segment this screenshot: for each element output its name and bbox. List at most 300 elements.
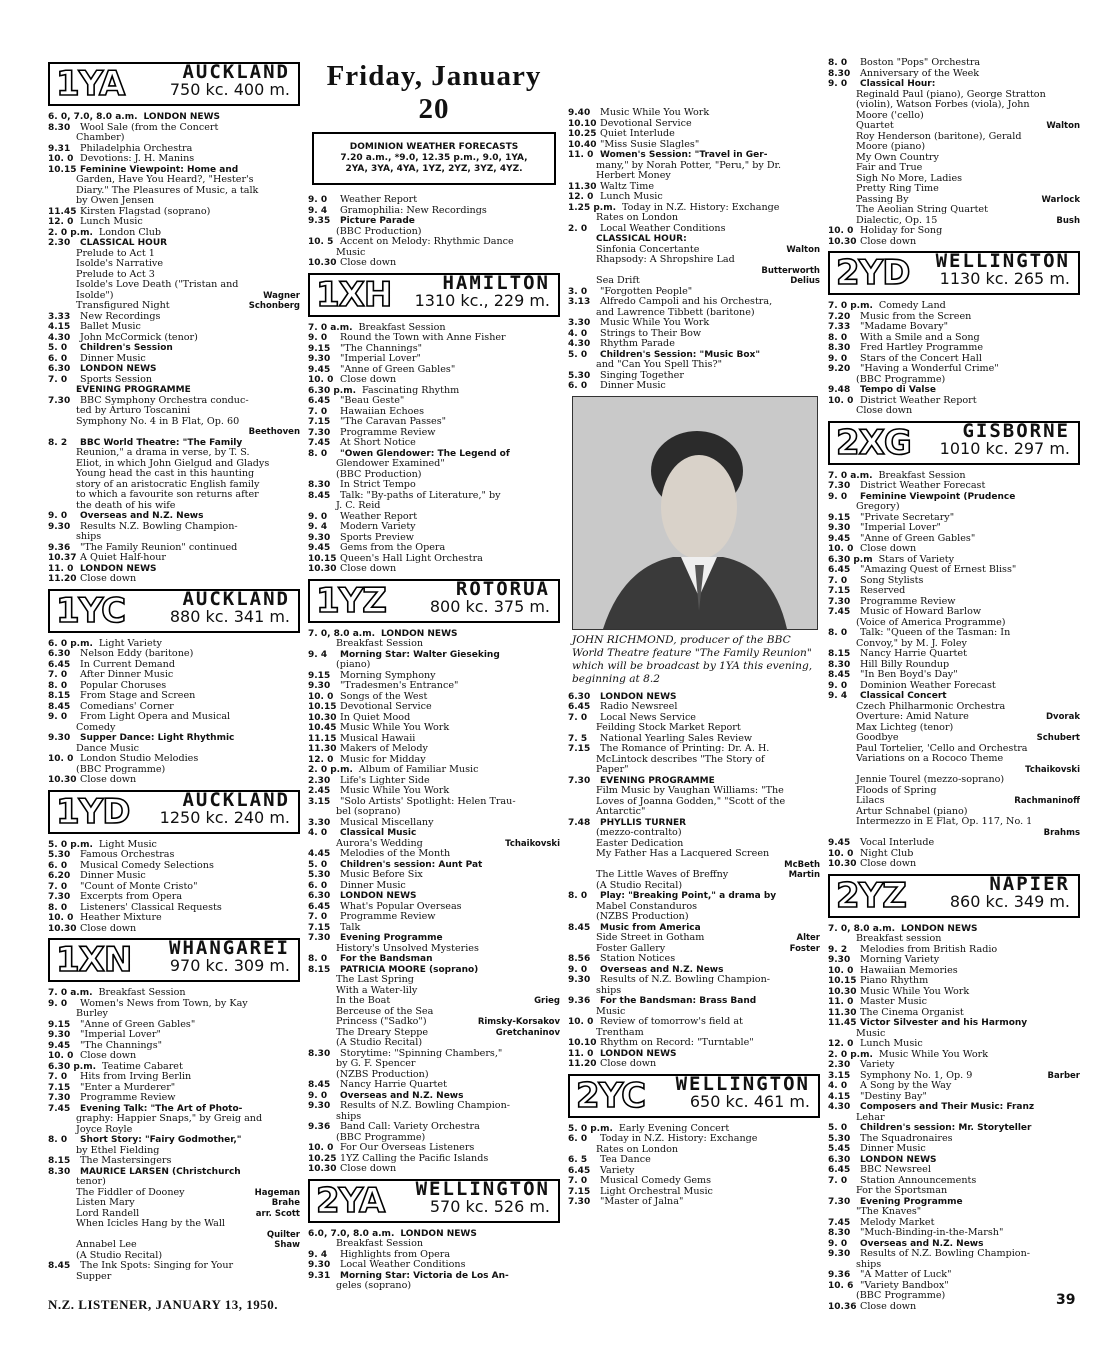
time: 7.30	[568, 1197, 591, 1207]
composer: Gretchaninov	[495, 1027, 560, 1038]
schedule-line	[48, 649, 300, 660]
program-title: Max Lichteg (tenor)	[856, 722, 954, 733]
program-title: Programme Review	[340, 912, 436, 922]
program-title: Music While You Work	[340, 786, 450, 796]
program-title: With a Water-lily	[336, 985, 418, 996]
schedule-line	[48, 133, 300, 144]
program-title: Master Music	[860, 997, 928, 1007]
time: 6.30	[48, 364, 71, 374]
schedule-line	[48, 438, 300, 449]
time: 5. 0	[48, 343, 68, 353]
station-schedule	[308, 1229, 560, 1292]
time: 7.30	[48, 1093, 71, 1103]
schedule-line	[48, 999, 300, 1010]
time: 7. 0	[48, 881, 68, 892]
program-title: Nancy Harrie Quartet	[860, 649, 967, 659]
schedule-line	[308, 860, 560, 871]
program-title: Highlights from Opera	[340, 1249, 451, 1260]
time: 6.45	[308, 901, 331, 912]
time: 8.30	[308, 480, 331, 490]
program-title: Morning Variety	[860, 955, 940, 965]
time: 12. 0	[308, 754, 334, 765]
column-3	[568, 58, 820, 1208]
composer: arr. Scott	[255, 1208, 300, 1219]
schedule-line	[48, 1188, 300, 1199]
program-title: Music While You Work	[600, 108, 710, 118]
program-title: EVENING PROGRAMME	[76, 385, 191, 395]
program-title: 1YZ Calling the Pacific Islands	[340, 1153, 489, 1164]
schedule-line	[308, 501, 560, 512]
program-title: Results of N.Z. Bowling Champion-	[860, 1249, 1030, 1259]
schedule-line	[48, 691, 300, 702]
program-title: graphy: Happier Snaps," by Greig and	[76, 1114, 263, 1124]
schedule-line	[568, 1038, 820, 1049]
program-title: Rates on London	[596, 213, 679, 223]
program-title: Gems from the Opera	[340, 543, 446, 553]
schedule-line	[828, 343, 1080, 354]
program-title: Evening Programme	[340, 933, 443, 943]
program-title: Herbert Money	[596, 171, 671, 181]
schedule-line	[828, 184, 1080, 195]
schedule-line	[48, 1135, 300, 1146]
schedule-line	[568, 734, 820, 745]
schedule-line	[828, 174, 1080, 185]
schedule-line	[48, 775, 300, 786]
station-schedule	[828, 471, 1080, 870]
schedule-line	[568, 1145, 820, 1156]
schedule-line	[568, 318, 820, 329]
program-title: From Light Opera and Musical	[80, 712, 231, 722]
schedule-line	[568, 1155, 820, 1166]
program-title: Artur Schnabel (piano)	[856, 806, 968, 817]
schedule-line	[828, 639, 1080, 650]
time: 7. 5	[568, 733, 588, 744]
time: 8.30	[308, 1048, 331, 1059]
program-title: "The Family Reunion" continued	[80, 542, 238, 553]
time: 4.30	[568, 339, 591, 349]
program-title: "The Channings"	[340, 343, 423, 354]
schedule-line	[568, 266, 820, 277]
schedule-line	[828, 945, 1080, 956]
schedule-line	[568, 360, 820, 371]
program-title: by Owen Jensen	[76, 196, 155, 206]
schedule-line	[828, 1155, 1080, 1166]
schedule-line	[48, 165, 300, 176]
schedule-line	[828, 1123, 1080, 1134]
program-title: Sports Session	[80, 374, 153, 385]
weather-line-2: 2YA, 3YA, 4YA, 1YZ, 2YZ, 3YZ, 4YZ.	[345, 164, 523, 174]
schedule-line	[828, 1260, 1080, 1271]
schedule-line	[568, 1134, 820, 1145]
program-title: "Having a Wonderful Crime"	[860, 364, 999, 374]
time: 9. 0	[48, 712, 68, 722]
program-title: Talk	[340, 922, 361, 933]
time: 7. 0	[568, 1176, 588, 1186]
time: 2. 0 p.m.	[308, 765, 353, 775]
time: 9.15	[308, 670, 331, 681]
schedule-line	[48, 312, 300, 323]
time: 9. 0	[828, 79, 848, 89]
composer: McBeth	[784, 859, 820, 870]
schedule-line	[48, 543, 300, 554]
station-header	[308, 273, 560, 317]
schedule-line	[828, 997, 1080, 1008]
time: 2. 0 p.m.	[828, 1049, 873, 1060]
schedule-line	[48, 850, 300, 861]
time: 6.30 p.m	[828, 554, 873, 565]
program-title: Boston "Pops" Orchestra	[860, 58, 981, 68]
program-title: New Recordings	[80, 311, 161, 322]
time: 9. 0	[828, 491, 848, 502]
time: 7.48	[568, 817, 591, 828]
time: 6.30	[308, 891, 331, 901]
composer: Dvorak	[1045, 712, 1080, 722]
composer: Foster	[789, 943, 820, 954]
time: 6.45	[568, 1165, 591, 1176]
time: 8.30	[828, 659, 851, 670]
program-title: Eliot, in which John Gielgud and Gladys	[76, 458, 270, 469]
schedule-line	[308, 902, 560, 913]
schedule-line	[308, 533, 560, 544]
program-title: PHYLLIS TURNER	[600, 817, 687, 828]
time: 10.15	[828, 976, 857, 986]
program-title: Musical Comedy Gems	[600, 1176, 712, 1186]
program-title: PATRICIA MOORE (soprano)	[340, 964, 479, 975]
schedule-line	[828, 586, 1080, 597]
time: 5. 0	[308, 859, 328, 870]
time: 3.15	[308, 796, 331, 807]
time: 6. 0	[568, 381, 588, 391]
time: 7. 0 a.m.	[308, 322, 353, 333]
station-callsign: 2YD	[836, 253, 910, 293]
schedule-line	[48, 1125, 300, 1136]
schedule-line	[308, 639, 560, 650]
schedule-line	[48, 1209, 300, 1220]
time: 6. 0	[48, 860, 68, 871]
time: 5. 0	[568, 349, 588, 360]
schedule-line	[568, 891, 820, 902]
schedule-line	[308, 692, 560, 703]
schedule-line	[828, 132, 1080, 143]
schedule-line	[308, 1164, 560, 1175]
time: 2. 0 p.m.	[48, 227, 93, 238]
schedule-line	[828, 1249, 1080, 1260]
time: 10. 0	[308, 375, 334, 385]
program-title: (piano)	[336, 660, 371, 670]
schedule-line	[828, 987, 1080, 998]
program-title: (NZBS Production)	[596, 912, 689, 922]
schedule-line	[48, 861, 300, 872]
schedule-line	[308, 650, 560, 661]
program-title: Close down	[860, 859, 917, 869]
program-title: Overseas and N.Z. News	[860, 1238, 984, 1249]
schedule-line	[48, 406, 300, 417]
program-title: LONDON NEWS	[600, 691, 677, 702]
program-title: Reginald Paul (piano), George Stratton	[856, 89, 1046, 100]
station-frequency: 750 kc. 400 m.	[169, 80, 290, 99]
program-title: LONDON NEWS	[381, 628, 458, 639]
program-title: EVENING PROGRAMME	[600, 775, 715, 786]
time: 8.30	[828, 343, 851, 353]
program-title: Holiday for Song	[860, 226, 943, 236]
program-title: Review of tomorrow's field at	[600, 1017, 743, 1027]
schedule-line	[308, 1112, 560, 1123]
time: 9.30	[308, 532, 331, 543]
time: 4. 0	[308, 828, 328, 838]
program-title: "Variety Bandbox"	[860, 1280, 949, 1291]
schedule-line	[828, 1081, 1080, 1092]
schedule-line	[48, 469, 300, 480]
schedule-line	[48, 480, 300, 491]
time: 2.30	[828, 1060, 851, 1070]
program-title: Variety	[600, 1165, 635, 1176]
schedule-line	[308, 237, 560, 248]
time: 9.35	[308, 216, 331, 226]
program-title: "Anne of Green Gables"	[80, 1019, 196, 1030]
schedule-line	[308, 449, 560, 460]
station-frequency: 970 kc. 309 m.	[169, 956, 290, 975]
program-title: Overseas and N.Z. News	[80, 511, 204, 521]
schedule-line	[828, 1144, 1080, 1155]
schedule-line	[828, 1092, 1080, 1103]
schedule-line	[48, 354, 300, 365]
time: 12. 0	[568, 192, 594, 202]
composer: Barber	[1047, 1070, 1080, 1081]
time: 9.31	[48, 143, 71, 154]
program-title: Close down	[340, 564, 397, 574]
program-title: Women's Session: "Travel in Ger-	[600, 150, 768, 160]
program-title: Aurora's Wedding	[336, 838, 423, 849]
program-title: Garden, Have You Heard?, "Hester's	[76, 175, 254, 185]
program-title: Programme Review	[340, 427, 436, 438]
program-title: Night Club	[860, 848, 914, 859]
schedule-line	[48, 375, 300, 386]
schedule-line	[828, 1218, 1080, 1229]
schedule-line	[828, 121, 1080, 132]
time: 9. 0	[308, 195, 328, 205]
schedule-line	[828, 702, 1080, 713]
schedule-line	[568, 776, 820, 787]
time: 10.37	[48, 553, 77, 563]
time: 11.20	[568, 1059, 597, 1069]
station-header	[308, 579, 560, 623]
schedule-line	[48, 501, 300, 512]
time: 7.30	[308, 933, 331, 943]
program-title: Joyce Royle	[76, 1124, 133, 1135]
program-title: Evening Programme	[860, 1196, 963, 1207]
schedule-line	[828, 1186, 1080, 1197]
program-title: Lilacs	[856, 796, 885, 806]
schedule-line	[308, 470, 560, 481]
program-title: The Dreary Steppe	[336, 1027, 429, 1038]
program-title: Music of Howard Barlow	[860, 607, 982, 617]
schedule-line	[308, 522, 560, 533]
schedule-line	[828, 69, 1080, 80]
program-title: Sea Drift	[596, 276, 640, 286]
schedule-line	[828, 1302, 1080, 1313]
program-title: and "Can You Spell This?"	[596, 360, 722, 370]
program-title: Close down	[600, 1059, 657, 1069]
column-4	[828, 58, 1080, 1312]
schedule-line	[568, 381, 820, 392]
program-title: geles (soprano)	[336, 1281, 412, 1291]
program-title: Overseas and N.Z. News	[600, 964, 724, 975]
schedule-line	[48, 207, 300, 218]
time: 8.56	[568, 954, 591, 964]
schedule-line	[308, 1007, 560, 1018]
schedule-line	[828, 618, 1080, 629]
schedule-line	[308, 386, 560, 397]
time: 10.30	[828, 859, 857, 869]
schedule-line	[308, 375, 560, 386]
schedule-line	[48, 1167, 300, 1178]
schedule-line	[568, 912, 820, 923]
time: 11. 0	[568, 1048, 594, 1059]
program-title: Symphony No. 1, Op. 9	[860, 1070, 973, 1081]
schedule-line	[568, 765, 820, 776]
col3-schedule-top	[568, 58, 820, 392]
program-title: Mabel Constanduros	[596, 901, 698, 912]
schedule-line	[48, 396, 300, 407]
schedule-line	[308, 407, 560, 418]
program-title: BBC Newsreel	[860, 1165, 931, 1175]
program-title: Music	[596, 1006, 626, 1017]
composer: Shaw	[274, 1240, 300, 1250]
schedule-line	[828, 934, 1080, 945]
program-title: Supper Dance: Light Rhythmic	[80, 733, 235, 743]
time: 8.30	[48, 1166, 71, 1177]
schedule-line	[828, 660, 1080, 671]
time: 11. 0	[568, 150, 594, 160]
station-header	[568, 1074, 820, 1118]
program-title: Melodies from British Radio	[860, 944, 998, 955]
program-title: A Quiet Half-hour	[80, 553, 166, 563]
schedule-line	[828, 142, 1080, 153]
program-title: CLASSICAL HOUR:	[596, 234, 687, 244]
schedule-line	[308, 744, 560, 755]
time: 7. 0	[48, 1072, 68, 1082]
time: 4.15	[48, 322, 71, 332]
composer: Walton	[786, 244, 820, 255]
program-title: Close down	[856, 406, 913, 416]
schedule-line	[568, 944, 820, 955]
program-title: Floods of Spring	[856, 785, 937, 796]
time: 7.30	[308, 427, 331, 438]
schedule-line	[828, 354, 1080, 365]
schedule-line	[568, 828, 820, 839]
schedule-line	[568, 129, 820, 140]
program-title: Local Weather Conditions	[340, 1260, 466, 1270]
composer: Schonberg	[248, 301, 300, 311]
time: 9. 0	[48, 511, 68, 521]
schedule-line	[48, 1041, 300, 1052]
schedule-line	[308, 1133, 560, 1144]
time: 7. 0	[308, 406, 328, 417]
program-title: Reserved	[860, 586, 906, 596]
program-title: Reunion," a drama in verse, by T. S.	[76, 448, 250, 458]
time: 3.15	[828, 1070, 851, 1081]
station-callsign: 2YA	[316, 1180, 385, 1221]
schedule-line	[568, 902, 820, 913]
program-title: Weather Report	[340, 511, 418, 522]
schedule-line	[48, 1261, 300, 1272]
program-title: Stars of Variety	[878, 554, 955, 565]
time: 8. 0	[568, 891, 588, 901]
program-title: Pretty Ring Time	[856, 184, 939, 194]
schedule-line	[828, 796, 1080, 807]
schedule-line	[308, 986, 560, 997]
schedule-line	[308, 365, 560, 376]
program-title: Antarctic"	[596, 807, 646, 817]
schedule-line	[308, 1122, 560, 1133]
program-title: LONDON NEWS	[860, 1154, 937, 1165]
schedule-line	[828, 628, 1080, 639]
program-title: The Cinema Organist	[860, 1007, 964, 1018]
program-title: ships	[596, 985, 622, 996]
time: 9. 4	[308, 522, 328, 532]
program-title: Breakfast Session	[98, 988, 186, 998]
program-title: National Yearling Sales Review	[600, 733, 753, 744]
station-frequency: 1310 kc., 229 m.	[414, 290, 550, 310]
program-title: Lunch Music	[860, 1039, 923, 1049]
program-title: Morning Star: Victoria de Los An-	[340, 1270, 509, 1281]
time: 9.31	[308, 1270, 331, 1281]
schedule-line	[828, 1008, 1080, 1019]
program-title: Quiet Interlude	[600, 129, 675, 139]
time: 5. 0 p.m.	[568, 1123, 613, 1134]
schedule-line	[308, 428, 560, 439]
program-title: "Owen Glendower: The Legend of	[340, 448, 510, 459]
program-title: Close down	[80, 775, 137, 785]
time: 9.30	[308, 354, 331, 364]
program-title: (BBC Production)	[336, 226, 422, 237]
time: 10.15	[48, 164, 77, 175]
schedule-line	[48, 123, 300, 134]
program-title: McLintock describes "The Story of	[596, 754, 765, 765]
schedule-line	[48, 553, 300, 564]
time: 6. 0, 7.0, 8.0 a.m.	[48, 112, 138, 122]
time: 9. 0	[48, 998, 68, 1009]
time: 8. 0	[828, 332, 848, 343]
program-title: Popular Choruses	[80, 680, 167, 691]
program-title: Sigh No More, Ladies	[856, 173, 963, 184]
schedule-line	[48, 1083, 300, 1094]
station-city: HAMILTON	[442, 271, 550, 294]
schedule-line	[568, 371, 820, 382]
col3-schedule-mid	[568, 692, 820, 1070]
schedule-line	[308, 206, 560, 217]
schedule-line	[308, 828, 560, 839]
composer: Beethoven	[248, 427, 300, 437]
time: 9.30	[828, 1249, 851, 1259]
composer: Tchaikovski	[1025, 764, 1080, 775]
schedule-line	[568, 702, 820, 713]
program-title: Close down	[80, 574, 137, 584]
composer: Alter	[796, 933, 820, 943]
schedule-line	[828, 681, 1080, 692]
time: 5. 0 p.m.	[48, 839, 93, 850]
composer: Quilter	[266, 1229, 300, 1240]
schedule-line	[48, 840, 300, 851]
program-title: "Madame Bovary"	[860, 322, 949, 332]
time: 6. 0	[568, 1134, 588, 1144]
program-title: Heather Mixture	[80, 913, 162, 923]
program-title: LONDON NEWS	[901, 923, 978, 934]
time: 9. 4	[308, 205, 328, 216]
program-title: Short Story: "Fairy Godmother,"	[80, 1135, 242, 1145]
program-title: Waltz Time	[600, 181, 655, 192]
schedule-line	[308, 480, 560, 491]
